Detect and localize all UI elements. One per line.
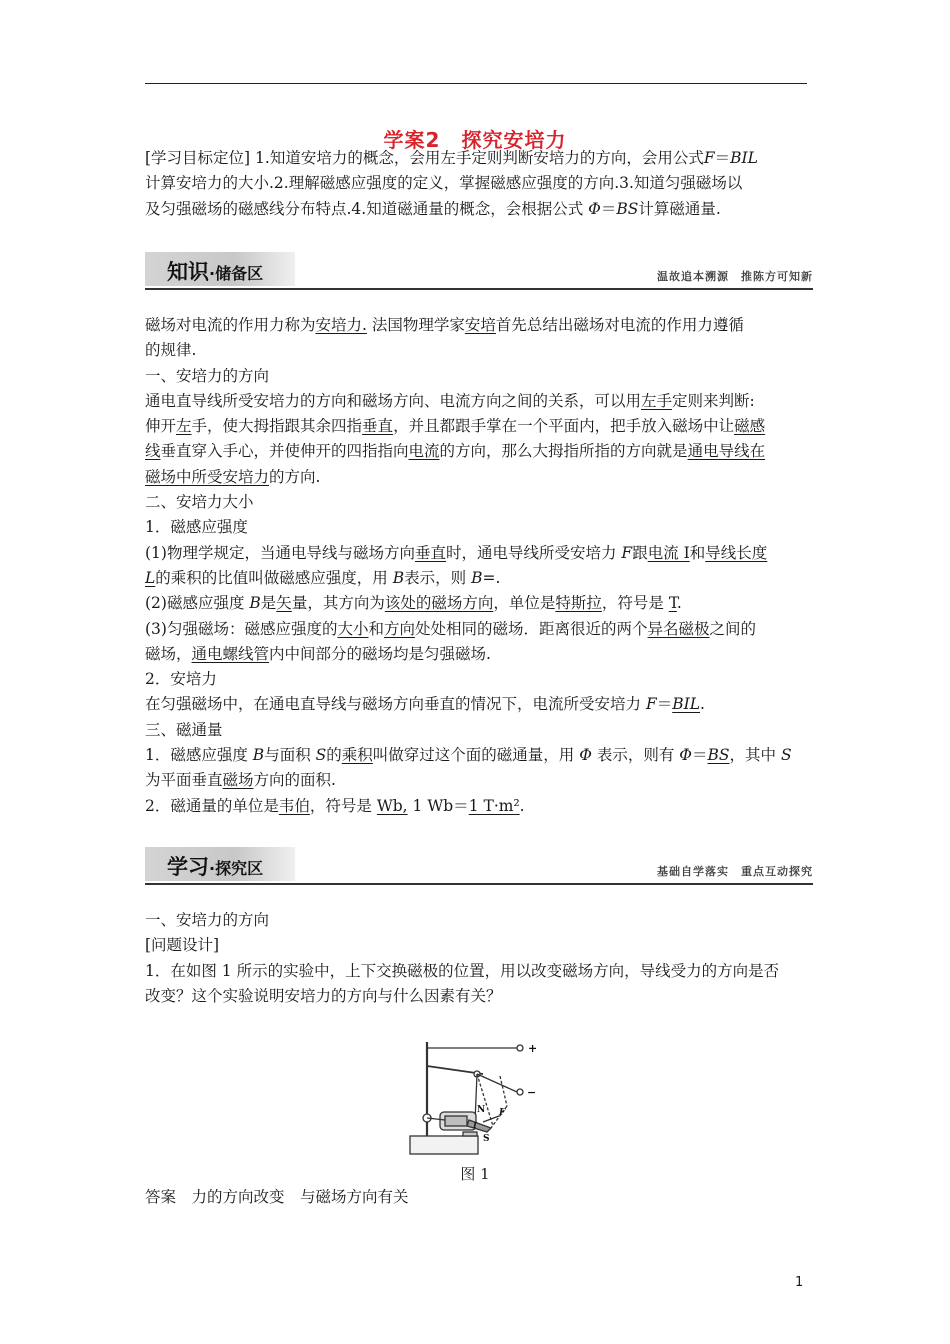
subheading: 1．磁感应强度 [145,518,248,537]
blank-answer: L [145,568,156,587]
formula-eq: ＝ [714,149,731,167]
section-title [167,256,263,286]
minus-label: − [527,1086,537,1099]
text: 磁场， [145,644,192,663]
text: 量，其方向为 [291,594,385,613]
blank-answer: 该处的磁场方向 [384,594,494,613]
text: 垂直穿入手心，并使伸开的四指指向 [160,442,409,461]
formula-var: Φ [579,746,592,765]
blank-answer: 磁场 [222,771,254,790]
section-slogan: 基础自学落实 重点互动探究 [657,865,813,878]
text: (3)匀强磁场：磁感应强度的 [145,619,338,638]
text: (1)物理学规定，当通电导线与磁场方向 [145,543,415,562]
blank-answer: 电流 I [647,543,690,562]
paragraph [145,541,810,566]
paragraph [145,566,810,591]
blank-answer: 磁场中所受安培力 [145,467,270,486]
blank-answer: 垂直 [362,417,394,436]
text: 磁场对电流的作用力称为 [145,316,316,334]
text: 的 [326,746,342,765]
text: 时，通电导线所受安培力 [445,543,622,562]
formula-var: B [392,568,405,587]
subheading: 一、安培力的方向 [145,911,270,929]
objectives-text: 计算磁通量. [638,199,721,218]
current-label: I [473,1120,477,1130]
question-line: 改变？这个实验说明安培力的方向与什么因素有关？ [145,986,502,1005]
subheading: 2．安培力 [145,670,217,689]
formula-var: S [780,746,792,765]
objectives-line-1 [145,146,810,171]
knowledge-content [145,313,810,819]
answer: 答案 力的方向改变 与磁场方向有关 [145,1188,409,1206]
section-rule [145,883,813,885]
subheading: 一、安培力的方向 [145,366,270,385]
text: 叫做穿过这个面的磁通量，用 [372,746,580,765]
north-pole-label: N [477,1105,486,1115]
text: . [700,695,705,714]
text: 为平面垂直 [145,771,223,790]
blank-answer: 左手 [641,391,673,410]
blank-answer: 1 T·m² [468,796,520,815]
question-line: 1．在如图 1 所示的实验中，上下交换磁极的位置，用以改变磁场方向，导线受力的方向是否 [145,961,780,980]
text: ＝ [656,695,673,714]
figure-caption: 图 1 [460,1165,490,1183]
formula-var: S [315,746,327,765]
objectives-line-2: 计算安培力的大小.2.理解磁感应强度的定义，掌握磁感应强度的方向.3.知道匀强磁场以 [145,174,743,193]
objectives-text: 及匀强磁场的磁感线分布特点.4.知道磁通量的概念，会根据公式 [145,199,589,218]
text: 和 [368,619,384,638]
blank-answer: 线 [145,442,161,461]
formula-var: Φ [588,199,601,218]
paragraph: 的规律. [145,341,197,360]
blank-answer: 通电导线在 [687,442,766,461]
formula-var: F [703,149,715,167]
blank-answer: 异名磁极 [647,619,710,638]
blank-answer: 电流 [408,442,440,461]
section-title-sub: ·探究区 [209,859,264,878]
formula-var: F [621,543,633,562]
paragraph [145,743,810,768]
formula-var: BS [616,199,639,218]
text: 1 Wb＝ [407,796,469,815]
text: 方向的面积. [253,771,336,790]
subheading: 二、安培力大小 [145,493,254,512]
blank-answer: T [668,594,677,613]
force-label: F [499,1108,506,1118]
text: 的方向. [269,467,321,486]
terminal-minus [517,1089,523,1095]
text: ，符号是 [309,796,377,815]
formula-var: B [249,594,261,613]
text: 在匀强磁场中，在通电直导线与磁场方向垂直的情况下，电流所受安培力 [145,695,646,714]
paragraph [145,313,810,338]
text: 表示，则有 [591,746,680,765]
paragraph [145,692,810,717]
blank-answer: 磁感 [734,417,766,436]
force-arrow [483,1116,499,1122]
page-number: 1 [795,1275,804,1290]
blank-answer: 垂直 [414,543,446,562]
formula-var: B [252,746,265,765]
paragraph [145,414,810,439]
subheading: 三、磁通量 [145,720,223,739]
blank-answer: Wb, [376,796,408,815]
formula-eq: ＝ [600,199,617,218]
text: 处处相同的磁场．距离很近的两个 [415,619,648,638]
blank-answer: BIL [672,695,701,714]
objectives-text: 1.知道安培力的概念，会用左手定则判断安培力的方向，会用公式 [250,149,704,167]
objectives-tag: [学习目标定位] [145,149,251,167]
text: 1．磁感应强度 [145,746,253,765]
objectives-line-3 [145,197,810,222]
blank-answer: 乘积 [341,746,373,765]
terminal-plus [517,1045,523,1051]
text: 的方向，那么大拇指所指的方向就是 [439,442,688,461]
learning-objectives [145,146,810,222]
text: 跟 [632,543,648,562]
text: ，符号是 [601,594,669,613]
text: 伸开 [145,417,177,436]
magnet-stand [463,1132,477,1136]
paragraph [145,617,810,642]
paragraph [145,642,810,667]
blank-answer: 安培力. [315,316,367,334]
paragraph [145,794,810,819]
section-title-main: 学习 [167,855,209,879]
text: . [676,594,682,613]
paragraph [145,768,810,793]
blank-answer: 安培 [464,316,496,334]
text: ，单位是 [493,594,556,613]
plus-label: + [528,1042,538,1055]
formula-var: B [471,568,483,587]
blank-answer: 左 [176,417,192,436]
text: ，并且都跟手掌在一个平面内，把手放入磁场中让 [393,417,735,436]
blank-answer: 方向 [384,619,416,638]
section-slogan: 温故追本溯源 推陈方可知新 [657,270,813,283]
blank-answer: 导线长度 [705,543,768,562]
blank-answer: 特斯拉 [555,594,602,613]
text: 和 [689,543,706,562]
section-title-sub: ·储备区 [209,264,264,283]
section-rule [145,288,813,290]
formula-var: F [645,695,657,714]
text: ＝ [692,746,708,765]
text: (2)磁感应强度 [145,594,250,613]
text: 法国物理学家 [366,316,465,334]
text: 表示，则 [404,568,472,587]
text: ，其中 [729,746,781,765]
paragraph [145,389,810,414]
blank-answer: BS [707,746,730,765]
problem-design-label: [问题设计] [145,936,220,955]
swing-wire-dashed [477,1074,493,1126]
text: 内中间部分的磁场均是匀强磁场. [269,644,491,663]
header-rule [145,83,807,84]
paragraph [145,465,810,490]
section-header-study [145,845,813,887]
page-title: 学案2 探究安培力 [383,128,567,152]
section-title [167,851,263,881]
paragraph [145,439,810,464]
text: 2．磁通量的单位是 [145,796,279,815]
section-title-main: 知识 [167,260,209,284]
south-pole-label: S [483,1134,490,1144]
text: 定则来判断: [672,391,755,410]
text: 的乘积的比值叫做磁感应强度，用 [155,568,393,587]
blank-answer: 通电螺线管 [191,644,270,663]
blank-answer: 大小 [337,619,369,638]
formula-var: Φ [679,746,693,765]
ampere-force-apparatus-figure [405,1036,555,1166]
study-content [145,908,810,1009]
text: 通电直导线所受安培力的方向和磁场方向、电流方向之间的关系，可以用 [145,391,642,410]
magnet-gap [445,1116,467,1126]
swing-wire-dashed-right [500,1076,507,1106]
section-header-knowledge [145,250,813,292]
formula-var: BIL [730,149,758,167]
blank-answer: 韦伯 [278,796,310,815]
stand-base [410,1136,478,1154]
text: =. [482,568,501,587]
text: . [519,796,525,815]
text: 是 [260,594,277,613]
lower-wire [477,1074,517,1092]
paragraph [145,591,810,616]
text: 首先总结出磁场对电流的作用力遵循 [495,316,744,334]
text: 与面积 [264,746,316,765]
text: 手，使大拇指跟其余四指 [191,417,363,436]
text: 之间的 [709,619,757,638]
blank-answer: 矢 [276,594,292,613]
